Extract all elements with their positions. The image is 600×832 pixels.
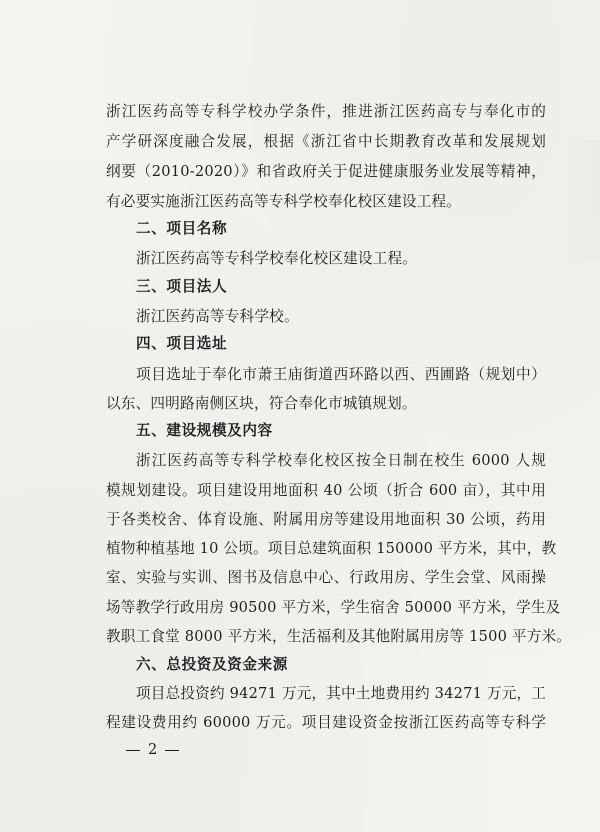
- paragraph-line: 教职工食堂 8000 平方米，生活福利及其他附属用房等 1500 平方米。: [106, 628, 572, 645]
- paragraph-line: 产学研深度融合发展，根据《浙江省中长期教育改革和发展规划: [106, 133, 546, 150]
- section-heading-investment-and-funding: 六、总投资及资金来源: [136, 656, 288, 673]
- paragraph-line: 程建设费用约 60000 万元。项目建设资金按浙江医药高等专科学: [106, 714, 546, 731]
- paragraph-line: 有必要实施浙江医药高等专科学校奉化校区建设工程。: [106, 193, 462, 210]
- paragraph-line: 项目选址于奉化市萧王庙街道西环路以西、西圃路（规划中）: [136, 366, 546, 383]
- scan-shadow: [560, 140, 600, 260]
- paragraph-line: 室、实验与实训、图书及信息中心、行政用房、学生会堂、风雨操: [106, 569, 546, 586]
- section-heading-project-legal-person: 三、项目法人: [136, 278, 228, 295]
- paragraph-line: 浙江医药高等专科学校奉化校区按全日制在校生 6000 人规: [136, 452, 546, 469]
- page-number-right-dash: [165, 750, 179, 751]
- paragraph-line: 浙江医药高等专科学校奉化校区建设工程。: [136, 250, 418, 267]
- page-number-left-dash: [126, 750, 140, 751]
- page-number-value: 2: [148, 741, 158, 758]
- paragraph-line: 场等教学行政用房 90500 平方米，学生宿舍 50000 平方米，学生及: [106, 599, 561, 616]
- paragraph-line: 项目总投资约 94271 万元，其中土地费用约 34271 万元，工: [136, 685, 547, 702]
- paragraph-line: 浙江医药高等专科学校办学条件，推进浙江医药高专与奉化市的: [106, 103, 546, 120]
- paragraph-line: 植物种植基地 10 公顷。项目总建筑面积 150000 平方米，其中，教: [106, 540, 557, 557]
- section-heading-scale-and-content: 五、建设规模及内容: [136, 422, 273, 439]
- section-heading-project-site: 四、项目选址: [136, 335, 228, 352]
- paragraph-line: 模规划建设。项目建设用地面积 40 公顷（折合 600 亩），其中用: [106, 482, 546, 499]
- section-heading-project-name: 二、项目名称: [136, 220, 228, 237]
- page-number: [118, 740, 187, 760]
- paragraph-line: 于各类校舍、体育设施、附属用房等建设用地面积 30 公顷，药用: [106, 511, 546, 528]
- paragraph-line: 浙江医药高等专科学校。: [136, 308, 299, 325]
- paragraph-line: 纲要（2010-2020）》和省政府关于促进健康服务业发展等精神，: [106, 163, 546, 180]
- paragraph-line: 以东、四明路南侧区块，符合奉化市城镇规划。: [106, 395, 417, 412]
